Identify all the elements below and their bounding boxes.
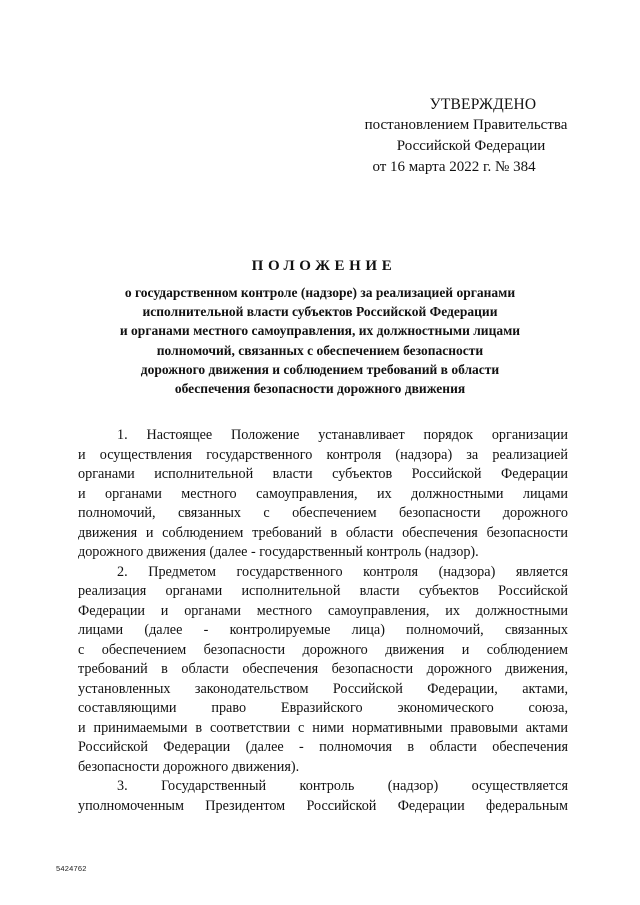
paragraph-line: движения и соблюдением требований в области обеспечения безопасности: [78, 524, 568, 541]
paragraph-line: дорожного движения (далее - государственный контроль (надзор).: [78, 544, 479, 560]
paragraph-line: с обеспечением безопасности дорожного движения и соблюдением: [78, 641, 568, 658]
paragraph-line: Российской Федерации (далее - полномочия в области обеспечения: [78, 739, 568, 755]
approval-line-federation: Российской Федерации: [396, 138, 546, 154]
subtitle-line: обеспечения безопасности дорожного движения: [174, 381, 466, 397]
subtitle-line: дорожного движения и соблюдением требований в области: [140, 361, 500, 377]
paragraph-line: безопасности дорожного движения).: [78, 758, 300, 775]
subtitle-line: и органами местного самоуправления, их должностными лицами: [119, 323, 521, 339]
subtitle-line: полномочий, связанных с обеспечением безопасности: [156, 342, 484, 358]
paragraph-line: органами исполнительной власти субъектов Российской Федерации: [78, 466, 568, 482]
paragraph-2: [78, 563, 568, 778]
document-body: [78, 426, 568, 816]
paragraph-line: и органами местного самоуправления, их должностными лицами: [78, 485, 568, 502]
subtitle-line: исполнительной власти субъектов Российской Федерации: [142, 304, 498, 320]
paragraph-1: [78, 426, 568, 563]
paragraph-line: 1. Настоящее Положение устанавливает порядок организации: [117, 427, 568, 443]
approval-line-authority: постановлением Правительства: [364, 117, 568, 133]
paragraph-line: установленных законодательством Российской Федерации, актами,: [78, 680, 568, 697]
paragraph-line: уполномоченным Президентом Российской Федерации федеральным: [78, 797, 568, 814]
paragraph-line: составляющими право Евразийского экономического союза,: [78, 700, 568, 716]
paragraph-line: и принимаемыми в соответствии с ними нормативными правовыми актами: [78, 719, 568, 736]
paragraph-line: 3. Государственный контроль (надзор) осуществляется: [117, 778, 568, 794]
paragraph-line: лицами (далее - контролируемые лица) полномочий, связанных: [78, 622, 568, 638]
paragraph-3: [78, 777, 568, 816]
document-code: 5424762: [56, 864, 87, 873]
paragraph-line: Федерации и органами местного самоуправления, их должностными: [78, 602, 568, 619]
approval-stamp: [340, 94, 610, 178]
paragraph-line: 2. Предметом государственного контроля (надзора) является: [117, 563, 568, 580]
paragraph-line: полномочий, связанных с обеспечением безопасности дорожного: [78, 505, 568, 521]
approval-line-date-number: от 16 марта 2022 г. № 384: [372, 159, 536, 175]
paragraph-line: требований в области обеспечения безопасности дорожного движения,: [78, 661, 568, 677]
paragraph-line: реализация органами исполнительной власти субъектов Российской: [78, 583, 568, 599]
approval-heading: УТВЕРЖДЕНО: [429, 96, 537, 113]
document-subtitle: [70, 283, 570, 398]
subtitle-line: о государственном контроле (надзоре) за реализацией органами: [124, 285, 516, 300]
paragraph-line: и осуществления государственного контроля (надзора) за реализацией: [78, 446, 568, 463]
document-title: ПОЛОЖЕНИЕ: [251, 258, 397, 274]
